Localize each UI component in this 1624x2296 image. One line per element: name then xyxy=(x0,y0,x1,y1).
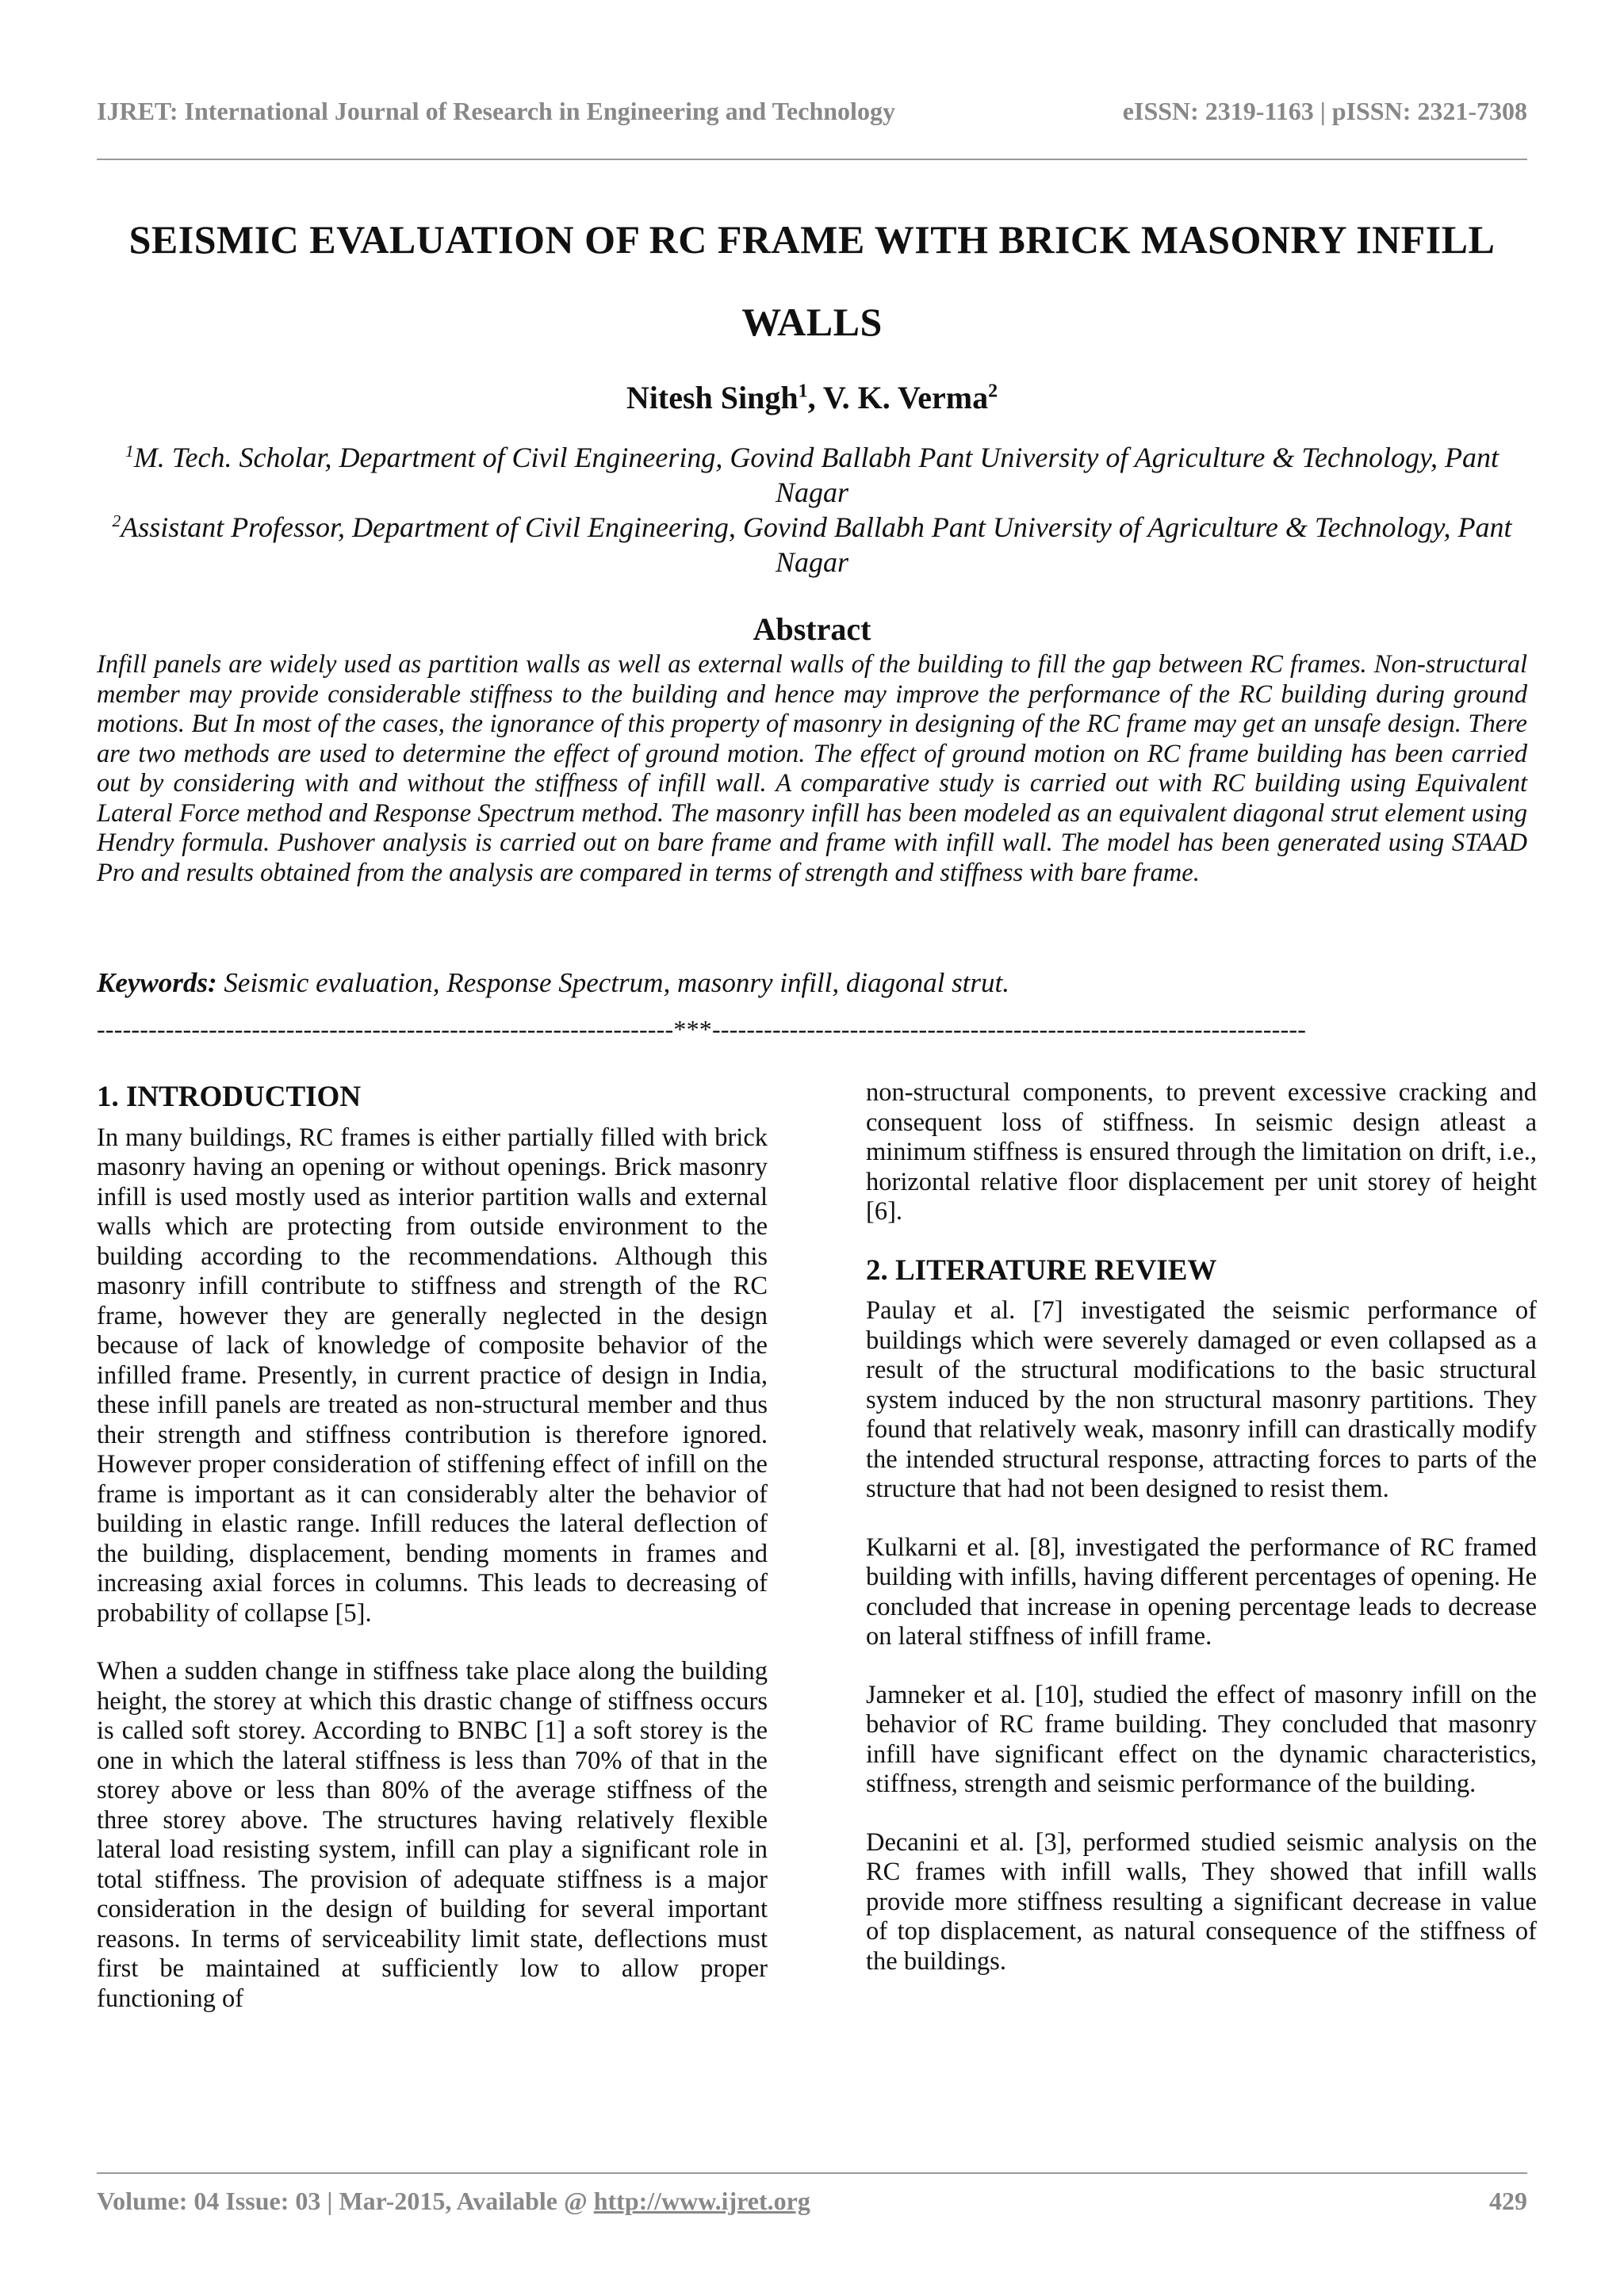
review-paragraph-3: Jamneker et al. [10], studied the effect of masonry infill on the behavior of RC frame building. They concluded that masonry infill have significant effect on the dynamic characteristics, stiffness, strength and seismic performance of the building. xyxy=(866,1680,1537,1798)
intro-paragraph-1: In many buildings, RC frames is either partially filled with brick masonry having an opening or without openings. Brick masonry infill is used mostly used as interior partition walls and external walls which are protecting from outside environment to the building according to the recommendations. Although this masonry infill contribute to stiffness and strength of the RC frame, however they are generally neglected in the design because of lack of knowledge of composite behavior of the infilled frame. Presently, in current practice of design in India, these infill panels are treated as non-structural member and thus their strength and stiffness contribution is therefore ignored. However proper consideration of stiffening effect of infill on the frame is important as it can considerably alter the behavior of building in elastic range. Infill reduces the lateral deflection of the building, displacement, bending moments in frames and increasing axial forces in columns. This leads to decreasing of probability of collapse [5]. xyxy=(97,1123,768,1628)
header-rule xyxy=(97,159,1527,160)
review-paragraph-1: Paulay et al. [7] investigated the seismic performance of buildings which were severely damaged or even collapsed as a result of the structural modifications to the basic structural system induced by the non structural masonry partitions. They found that relatively weak, masonry infill can drastically modify the intended structural response, attracting forces to parts of the structure that had not been designed to resist them. xyxy=(866,1296,1537,1503)
author-1: Nitesh Singh xyxy=(626,380,799,415)
review-paragraph-4: Decanini et al. [3], performed studied seismic analysis on the RC frames with infill walls, They showed that infill walls provide more stiffness resulting a significant decrease in value of top displacement, as natural consequence of the stiffness of the buildings. xyxy=(866,1827,1537,1976)
abstract-heading: Abstract xyxy=(753,611,871,647)
keywords-label: Keywords: xyxy=(97,967,217,998)
affiliation-1 xyxy=(97,440,1527,510)
author-2: V. K. Verma xyxy=(822,380,989,415)
introduction-heading: 1. INTRODUCTION xyxy=(97,1081,362,1113)
issn: eISSN: 2319-1163 | pISSN: 2321-7308 xyxy=(1122,97,1527,125)
affiliations xyxy=(97,440,1527,580)
keywords xyxy=(97,967,1527,999)
intro-continuation: non-structural components, to prevent excessive cracking and consequent loss of stiffness. In seismic design atleast a minimum stiffness is ensured through the limitation on drift, i.e., horizontal relative floor displacement per unit storey of height [6]. xyxy=(866,1078,1537,1226)
affiliation-2 xyxy=(97,510,1527,580)
journal-url-link[interactable]: http://www.ijret.org xyxy=(593,2187,810,2215)
abstract-text: Infill panels are widely used as partition walls as well as external walls of the building to fill the gap between RC frames. Non-structural member may provide considerable stiffness to the building and hence may improve the performance of the RC building during ground motions. But In most of the cases, the ignorance of this property of masonry in designing of the RC frame may get an unsafe design. There are two methods are used to determine the effect of ground motion. The effect of ground motion on RC frame building has been carried out by considering with and without the stiffness of infill wall. A comparative study is carried out with RC building using Equivalent Lateral Force method and Response Spectrum method. The masonry infill has been modeled as an equivalent diagonal strut element using Hendry formula. Pushover analysis is carried out on bare frame and frame with infill wall. The model has been generated using STAAD Pro and results obtained from the analysis are compared in terms of strength and stiffness with bare frame. xyxy=(97,650,1527,887)
section-separator: -------------------------------------------------------------------***--------------------------------------------------------------------- xyxy=(97,1015,1307,1043)
review-paragraph-2: Kulkarni et al. [8], investigated the performance of RC framed building with infills, having different percentages of opening. He concluded that increase in opening percentage leads to decrease on lateral stiffness of infill frame. xyxy=(866,1533,1537,1651)
left-column xyxy=(97,1082,768,2014)
paper-title: SEISMIC EVALUATION OF RC FRAME WITH BRICK MASONRY INFILL WALLS xyxy=(128,217,1496,344)
right-column xyxy=(866,1078,1537,1976)
author-separator: , xyxy=(807,380,823,415)
affiliation-1-sup: 1 xyxy=(125,442,134,461)
running-header xyxy=(97,97,1527,126)
footer-volume-text: Volume: 04 Issue: 03 | Mar-2015, Available @ xyxy=(97,2187,594,2215)
footer-rule xyxy=(97,2172,1527,2174)
author-1-sup: 1 xyxy=(798,381,808,402)
author-line xyxy=(97,379,1527,416)
footer-volume xyxy=(97,2187,810,2216)
running-footer xyxy=(97,2187,1527,2216)
affiliation-1-text: M. Tech. Scholar, Department of Civil Engineering, Govind Ballabh Pant University of Agriculture & Technology, Pant Nagar xyxy=(133,442,1499,508)
literature-review-heading: 2. LITERATURE REVIEW xyxy=(866,1253,1217,1287)
affiliation-2-sup: 2 xyxy=(112,511,121,530)
keywords-text: Seismic evaluation, Response Spectrum, masonry infill, diagonal strut. xyxy=(216,967,1010,998)
journal-name: IJRET: International Journal of Research in Engineering and Technology xyxy=(97,97,895,125)
intro-paragraph-2: When a sudden change in stiffness take place along the building height, the storey at which this drastic change of stiffness occurs is called soft storey. According to BNBC [1] a soft storey is the one in which the lateral stiffness is less than 70% of that in the storey above or less than 80% of the average stiffness of the three storey above. The structures having relatively flexible lateral load resisting system, infill can play a significant role in total stiffness. The provision of adequate stiffness is a major consideration in the design of building for several important reasons. In terms of serviceability limit state, deflections must first be maintained at sufficiently low to allow proper functioning of xyxy=(97,1657,768,2013)
author-2-sup: 2 xyxy=(988,381,998,402)
affiliation-2-text: Assistant Professor, Department of Civil Engineering, Govind Ballabh Pant University of Agriculture & Technology, Pant Nagar xyxy=(121,511,1512,578)
page-number: 429 xyxy=(1489,2187,1527,2215)
